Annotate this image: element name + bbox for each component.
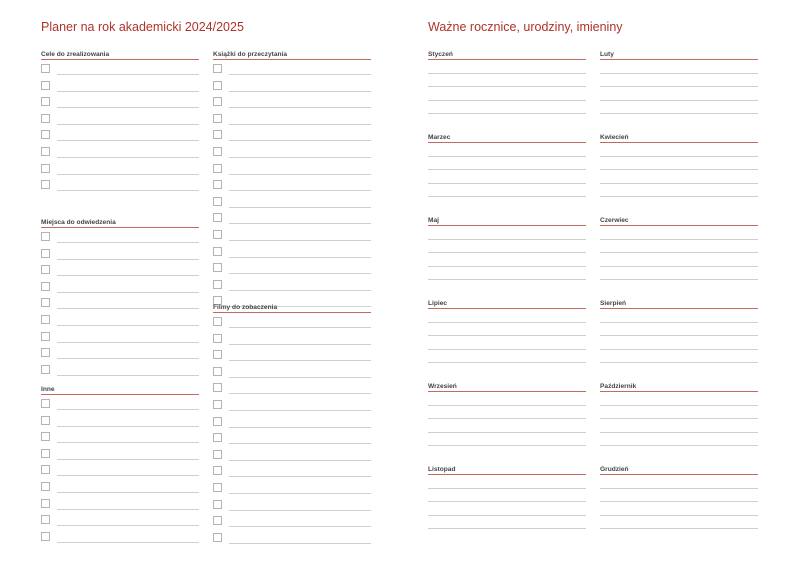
month-label: Grudzień <box>600 466 629 473</box>
write-in-line[interactable] <box>600 170 758 184</box>
write-in-line[interactable] <box>600 336 758 350</box>
checkbox[interactable] <box>213 400 222 409</box>
checklist-row <box>213 346 371 363</box>
month-block <box>600 465 758 529</box>
checkbox[interactable] <box>41 282 50 291</box>
checklist-row <box>213 313 371 330</box>
checklist-row <box>213 330 371 347</box>
write-in-line[interactable] <box>57 492 199 493</box>
write-in-line[interactable] <box>428 489 586 503</box>
write-in-line[interactable] <box>57 124 199 125</box>
checklist-row <box>41 361 199 378</box>
write-in-line[interactable] <box>229 344 371 345</box>
write-in-line[interactable] <box>428 157 586 171</box>
month-label: Luty <box>600 51 614 58</box>
checklist-row <box>41 311 199 328</box>
write-in-line[interactable] <box>600 60 758 74</box>
write-in-line[interactable] <box>600 240 758 254</box>
write-in-line[interactable] <box>229 190 371 191</box>
checkbox[interactable] <box>213 130 222 139</box>
write-in-line[interactable] <box>229 207 371 208</box>
month-label: Listopad <box>428 466 456 473</box>
checklist-row <box>213 276 371 293</box>
write-in-line[interactable] <box>229 460 371 461</box>
checkbox[interactable] <box>213 97 222 106</box>
checklist-row <box>41 126 199 143</box>
write-in-line[interactable] <box>57 325 199 326</box>
write-in-line[interactable] <box>229 91 371 92</box>
write-in-line[interactable] <box>600 267 758 281</box>
checkbox[interactable] <box>213 64 222 73</box>
checklist-row <box>213 413 371 430</box>
checklist-row <box>213 446 371 463</box>
checklist-row <box>213 226 371 243</box>
section-label: Cele do zrealizowania <box>41 51 110 58</box>
write-in-line[interactable] <box>229 273 371 274</box>
checklist-row <box>41 278 199 295</box>
month-block <box>428 133 586 197</box>
write-in-line[interactable] <box>229 443 371 444</box>
write-in-line[interactable] <box>428 253 586 267</box>
checklist-row <box>41 143 199 160</box>
month-label: Czerwiec <box>600 217 629 224</box>
checkbox[interactable] <box>41 130 50 139</box>
write-in-line[interactable] <box>57 242 199 243</box>
month-block <box>428 382 586 446</box>
checklist-row <box>213 143 371 160</box>
write-in-line[interactable] <box>57 157 199 158</box>
write-in-line[interactable] <box>57 358 199 359</box>
write-in-line[interactable] <box>229 427 371 428</box>
write-in-line[interactable] <box>600 516 758 530</box>
write-in-line[interactable] <box>57 259 199 260</box>
checkbox[interactable] <box>41 249 50 258</box>
write-in-line[interactable] <box>229 74 371 75</box>
checkbox[interactable] <box>41 97 50 106</box>
checkbox[interactable] <box>213 213 222 222</box>
checklist-row <box>213 529 371 546</box>
checklist-row <box>41 93 199 110</box>
checkbox[interactable] <box>41 499 50 508</box>
checkbox[interactable] <box>213 247 222 256</box>
checkbox[interactable] <box>41 365 50 374</box>
write-in-line[interactable] <box>229 410 371 411</box>
checkbox[interactable] <box>213 114 222 123</box>
checklist-row <box>41 412 199 429</box>
checklist-row <box>41 445 199 462</box>
write-in-line[interactable] <box>428 87 586 101</box>
checklist-row <box>213 110 371 127</box>
write-in-line[interactable] <box>57 525 199 526</box>
checklist-row <box>213 379 371 396</box>
month-label: Kwiecień <box>600 134 629 141</box>
checklist-row <box>41 328 199 345</box>
write-in-line[interactable] <box>600 143 758 157</box>
checkbox[interactable] <box>41 532 50 541</box>
checklist-row <box>41 160 199 177</box>
section-label: Książki do przeczytania <box>213 51 288 58</box>
write-in-line[interactable] <box>428 406 586 420</box>
month-label: Lipiec <box>428 300 448 307</box>
checklist-row <box>41 495 199 512</box>
page-title-planner: Planer na rok akademicki 2024/2025 <box>41 20 244 34</box>
write-in-line[interactable] <box>229 510 371 511</box>
checklist-row <box>213 479 371 496</box>
checkbox[interactable] <box>213 147 222 156</box>
checkbox[interactable] <box>41 265 50 274</box>
write-in-line[interactable] <box>600 433 758 447</box>
month-block <box>600 299 758 363</box>
write-in-line[interactable] <box>57 542 199 543</box>
checklist-row <box>213 512 371 529</box>
checkbox[interactable] <box>41 432 50 441</box>
write-in-line[interactable] <box>600 350 758 364</box>
section-goals <box>41 50 199 193</box>
write-in-line[interactable] <box>428 516 586 530</box>
month-label: Wrzesień <box>428 383 457 390</box>
checkbox[interactable] <box>213 350 222 359</box>
checkbox[interactable] <box>41 315 50 324</box>
section-label: Filmy do zobaczenia <box>213 304 278 311</box>
write-in-line[interactable] <box>229 240 371 241</box>
write-in-line[interactable] <box>600 419 758 433</box>
write-in-line[interactable] <box>428 74 586 88</box>
section-places <box>41 218 199 377</box>
checkbox[interactable] <box>213 533 222 542</box>
write-in-line[interactable] <box>57 426 199 427</box>
write-in-line[interactable] <box>229 360 371 361</box>
checklist-row <box>41 528 199 545</box>
checkbox[interactable] <box>41 81 50 90</box>
month-block <box>600 133 758 197</box>
checklist-row <box>41 110 199 127</box>
checklist-row <box>213 160 371 177</box>
checklist-row <box>41 478 199 495</box>
write-in-line[interactable] <box>57 375 199 376</box>
write-in-line[interactable] <box>57 459 199 460</box>
write-in-line[interactable] <box>600 157 758 171</box>
checkbox[interactable] <box>213 367 222 376</box>
write-in-line[interactable] <box>600 309 758 323</box>
checkbox[interactable] <box>213 383 222 392</box>
checkbox[interactable] <box>213 516 222 525</box>
write-in-line[interactable] <box>600 406 758 420</box>
write-in-line[interactable] <box>600 184 758 198</box>
checkbox[interactable] <box>213 230 222 239</box>
month-label: Styczeń <box>428 51 453 58</box>
write-in-line[interactable] <box>57 91 199 92</box>
write-in-line[interactable] <box>57 308 199 309</box>
write-in-line[interactable] <box>600 74 758 88</box>
section-books <box>213 50 371 309</box>
write-in-line[interactable] <box>57 74 199 75</box>
checklist-row <box>41 245 199 262</box>
checkbox[interactable] <box>41 465 50 474</box>
checklist-row <box>41 294 199 311</box>
write-in-line[interactable] <box>428 60 586 74</box>
write-in-line[interactable] <box>428 226 586 240</box>
checklist-row <box>41 261 199 278</box>
checkbox[interactable] <box>41 449 50 458</box>
checkbox[interactable] <box>213 81 222 90</box>
checklist-row <box>213 396 371 413</box>
page-title-anniversaries: Ważne rocznice, urodziny, imieniny <box>428 20 623 34</box>
write-in-line[interactable] <box>57 174 199 175</box>
write-in-line[interactable] <box>428 433 586 447</box>
write-in-line[interactable] <box>229 476 371 477</box>
checklist-row <box>41 60 199 77</box>
write-in-line[interactable] <box>229 257 371 258</box>
checkbox[interactable] <box>41 232 50 241</box>
checklist-row <box>213 462 371 479</box>
checkbox[interactable] <box>213 334 222 343</box>
write-in-line[interactable] <box>428 143 586 157</box>
checklist-row <box>213 126 371 143</box>
write-in-line[interactable] <box>428 309 586 323</box>
write-in-line[interactable] <box>600 253 758 267</box>
checklist-row <box>213 259 371 276</box>
month-label: Marzec <box>428 134 451 141</box>
checklist-row <box>41 511 199 528</box>
write-in-line[interactable] <box>600 226 758 240</box>
checklist-row <box>41 395 199 412</box>
checklist-row <box>213 429 371 446</box>
write-in-line[interactable] <box>600 475 758 489</box>
write-in-line[interactable] <box>428 502 586 516</box>
month-block <box>428 216 586 280</box>
write-in-line[interactable] <box>229 543 371 544</box>
write-in-line[interactable] <box>57 442 199 443</box>
write-in-line[interactable] <box>57 107 199 108</box>
checklist-row <box>41 228 199 245</box>
checkbox[interactable] <box>213 180 222 189</box>
write-in-line[interactable] <box>57 190 199 191</box>
checkbox[interactable] <box>213 500 222 509</box>
checkbox[interactable] <box>41 147 50 156</box>
checkbox[interactable] <box>213 433 222 442</box>
write-in-line[interactable] <box>57 342 199 343</box>
month-label: Maj <box>428 217 439 224</box>
checklist-row <box>213 193 371 210</box>
write-in-line[interactable] <box>57 292 199 293</box>
checkbox[interactable] <box>213 280 222 289</box>
section-other <box>41 385 199 544</box>
month-block <box>600 216 758 280</box>
write-in-line[interactable] <box>229 327 371 328</box>
write-in-line[interactable] <box>229 393 371 394</box>
write-in-line[interactable] <box>600 101 758 115</box>
checklist-row <box>41 428 199 445</box>
checkbox[interactable] <box>213 466 222 475</box>
write-in-line[interactable] <box>229 157 371 158</box>
checkbox[interactable] <box>41 332 50 341</box>
checkbox[interactable] <box>213 263 222 272</box>
write-in-line[interactable] <box>600 502 758 516</box>
checkbox[interactable] <box>213 317 222 326</box>
write-in-line[interactable] <box>428 101 586 115</box>
checkbox[interactable] <box>213 450 222 459</box>
write-in-line[interactable] <box>428 419 586 433</box>
checkbox[interactable] <box>41 298 50 307</box>
checklist-row <box>213 209 371 226</box>
checkbox[interactable] <box>41 180 50 189</box>
checklist-row <box>213 77 371 94</box>
checkbox[interactable] <box>41 515 50 524</box>
checklist-row <box>213 93 371 110</box>
checkbox[interactable] <box>41 399 50 408</box>
write-in-line[interactable] <box>428 323 586 337</box>
write-in-line[interactable] <box>428 240 586 254</box>
section-films <box>213 303 371 545</box>
write-in-line[interactable] <box>57 409 199 410</box>
checkbox[interactable] <box>41 114 50 123</box>
write-in-line[interactable] <box>600 87 758 101</box>
write-in-line[interactable] <box>428 267 586 281</box>
write-in-line[interactable] <box>229 290 371 291</box>
write-in-line[interactable] <box>229 493 371 494</box>
write-in-line[interactable] <box>57 475 199 476</box>
checklist-row <box>213 363 371 380</box>
write-in-line[interactable] <box>229 526 371 527</box>
checklist-row <box>213 176 371 193</box>
checkbox[interactable] <box>213 164 222 173</box>
write-in-line[interactable] <box>600 323 758 337</box>
checklist-row <box>213 60 371 77</box>
write-in-line[interactable] <box>428 392 586 406</box>
write-in-line[interactable] <box>600 489 758 503</box>
write-in-line[interactable] <box>229 223 371 224</box>
checkbox[interactable] <box>41 64 50 73</box>
checklist-row <box>41 344 199 361</box>
month-block <box>428 465 586 529</box>
checkbox[interactable] <box>213 417 222 426</box>
write-in-line[interactable] <box>57 275 199 276</box>
write-in-line[interactable] <box>428 336 586 350</box>
write-in-line[interactable] <box>57 509 199 510</box>
checklist-row <box>41 176 199 193</box>
write-in-line[interactable] <box>229 124 371 125</box>
month-block <box>428 299 586 363</box>
write-in-line[interactable] <box>428 170 586 184</box>
checkbox[interactable] <box>213 483 222 492</box>
write-in-line[interactable] <box>428 350 586 364</box>
checklist-row <box>213 243 371 260</box>
write-in-line[interactable] <box>428 475 586 489</box>
write-in-line[interactable] <box>229 107 371 108</box>
write-in-line[interactable] <box>229 377 371 378</box>
month-block <box>600 50 758 114</box>
checkbox[interactable] <box>41 416 50 425</box>
checklist-row <box>213 496 371 513</box>
write-in-line[interactable] <box>600 392 758 406</box>
checkbox[interactable] <box>41 482 50 491</box>
checklist-row <box>41 461 199 478</box>
month-block <box>600 382 758 446</box>
write-in-line[interactable] <box>428 184 586 198</box>
checkbox[interactable] <box>213 197 222 206</box>
write-in-line[interactable] <box>229 140 371 141</box>
checklist-row <box>41 77 199 94</box>
checkbox[interactable] <box>41 164 50 173</box>
month-label: Październik <box>600 383 637 390</box>
write-in-line[interactable] <box>57 140 199 141</box>
write-in-line[interactable] <box>229 174 371 175</box>
section-label: Miejsca do odwiedzenia <box>41 219 116 226</box>
section-label: Inne <box>41 386 55 393</box>
month-label: Sierpień <box>600 300 627 307</box>
checkbox[interactable] <box>41 348 50 357</box>
month-block <box>428 50 586 114</box>
